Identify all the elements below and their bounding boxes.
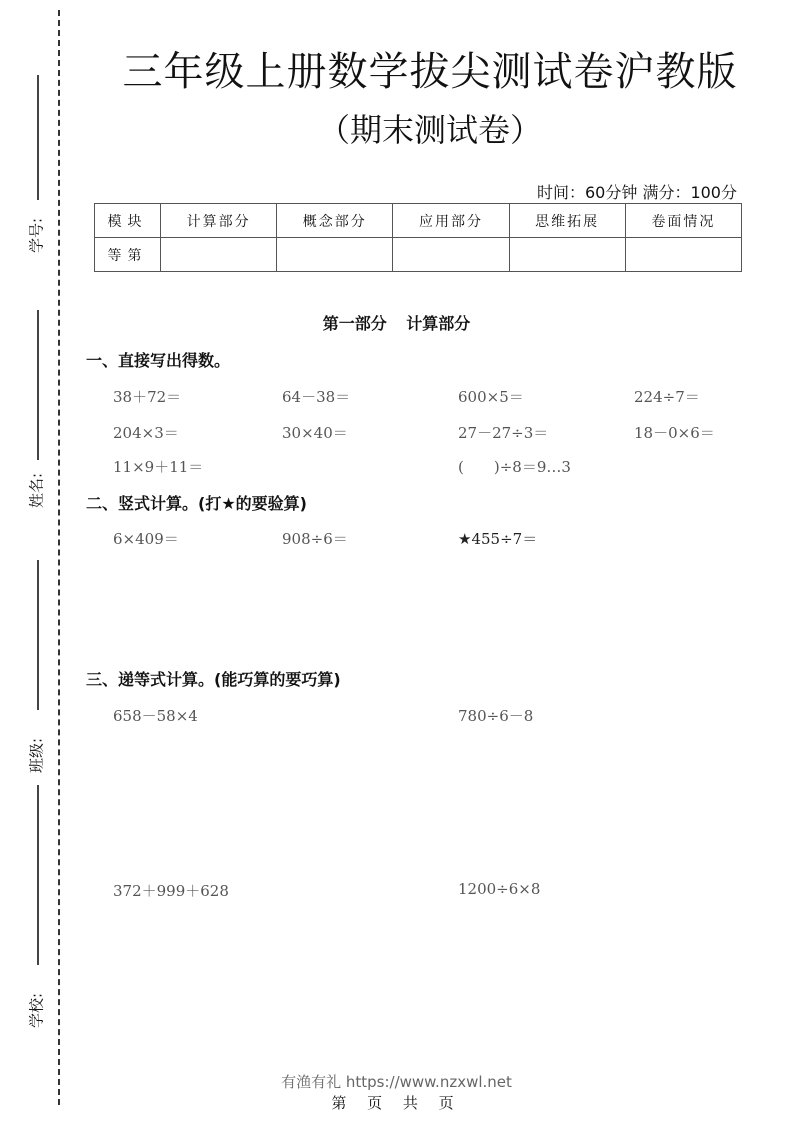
time-score-info: 时间：60分钟 满分：100分	[537, 183, 737, 202]
col-concept: 概念部分	[277, 204, 393, 238]
grade-cell-thinking[interactable]	[509, 238, 625, 272]
col-application: 应用部分	[393, 204, 509, 238]
q1-item: 11×9＋11＝	[113, 458, 204, 476]
q1-item: 224÷7＝	[634, 388, 700, 406]
q1-item: 204×3＝	[113, 424, 179, 442]
q3-item: 658－58×4	[113, 707, 198, 725]
section-title: 第一部分 计算部分	[322, 314, 471, 333]
q2-item: 6×409＝	[113, 530, 179, 548]
q1-item: 38＋72＝	[113, 388, 182, 406]
grade-cell-application[interactable]	[393, 238, 509, 272]
page-subtitle: （期末测试卷）	[317, 111, 542, 149]
q1-item: ( )÷8＝9…3	[458, 458, 571, 476]
footer-watermark: 有渔有礼 https://www.nzxwl.net	[281, 1073, 512, 1091]
school-label: 学校:	[27, 992, 46, 1029]
q1-item: 64－38＝	[282, 388, 351, 406]
grade-cell-calculation[interactable]	[161, 238, 277, 272]
binding-cut-line	[58, 10, 60, 1105]
q2-item-star: ★455÷7＝	[458, 530, 538, 548]
q2-heading: 二、竖式计算。(打★的要验算)	[86, 494, 307, 513]
q3-item: 1200÷6×8	[458, 880, 541, 898]
q3-item: 372＋999＋628	[113, 882, 229, 900]
row-head-module: 模块	[95, 204, 161, 238]
q1-heading: 一、直接写出得数。	[86, 351, 231, 370]
q1-item: 27－27÷3＝	[458, 424, 549, 442]
score-table-grade-row	[95, 238, 742, 272]
student-id-label: 学号:	[27, 217, 46, 254]
q1-item: 600×5＝	[458, 388, 524, 406]
page-title: 三年级上册数学拔尖测试卷沪教版	[122, 49, 738, 95]
score-table	[94, 203, 742, 272]
col-neatness: 卷面情况	[625, 204, 741, 238]
q3-heading: 三、递等式计算。(能巧算的要巧算)	[86, 670, 341, 689]
q1-item: 18－0×6＝	[634, 424, 715, 442]
q2-item: 908÷6＝	[282, 530, 348, 548]
q3-item: 780÷6－8	[458, 707, 534, 725]
class-line	[37, 560, 39, 710]
grade-cell-neatness[interactable]	[625, 238, 741, 272]
grade-cell-concept[interactable]	[277, 238, 393, 272]
class-label: 班级:	[27, 737, 46, 774]
q1-item: 30×40＝	[282, 424, 348, 442]
score-table-header-row	[95, 204, 742, 238]
name-label: 姓名:	[27, 472, 46, 509]
row-head-grade: 等第	[95, 238, 161, 272]
col-thinking: 思维拓展	[509, 204, 625, 238]
student-id-line	[37, 75, 39, 200]
page-number: 第 页 共 页	[331, 1094, 462, 1112]
col-calculation: 计算部分	[161, 204, 277, 238]
school-line	[37, 785, 39, 965]
